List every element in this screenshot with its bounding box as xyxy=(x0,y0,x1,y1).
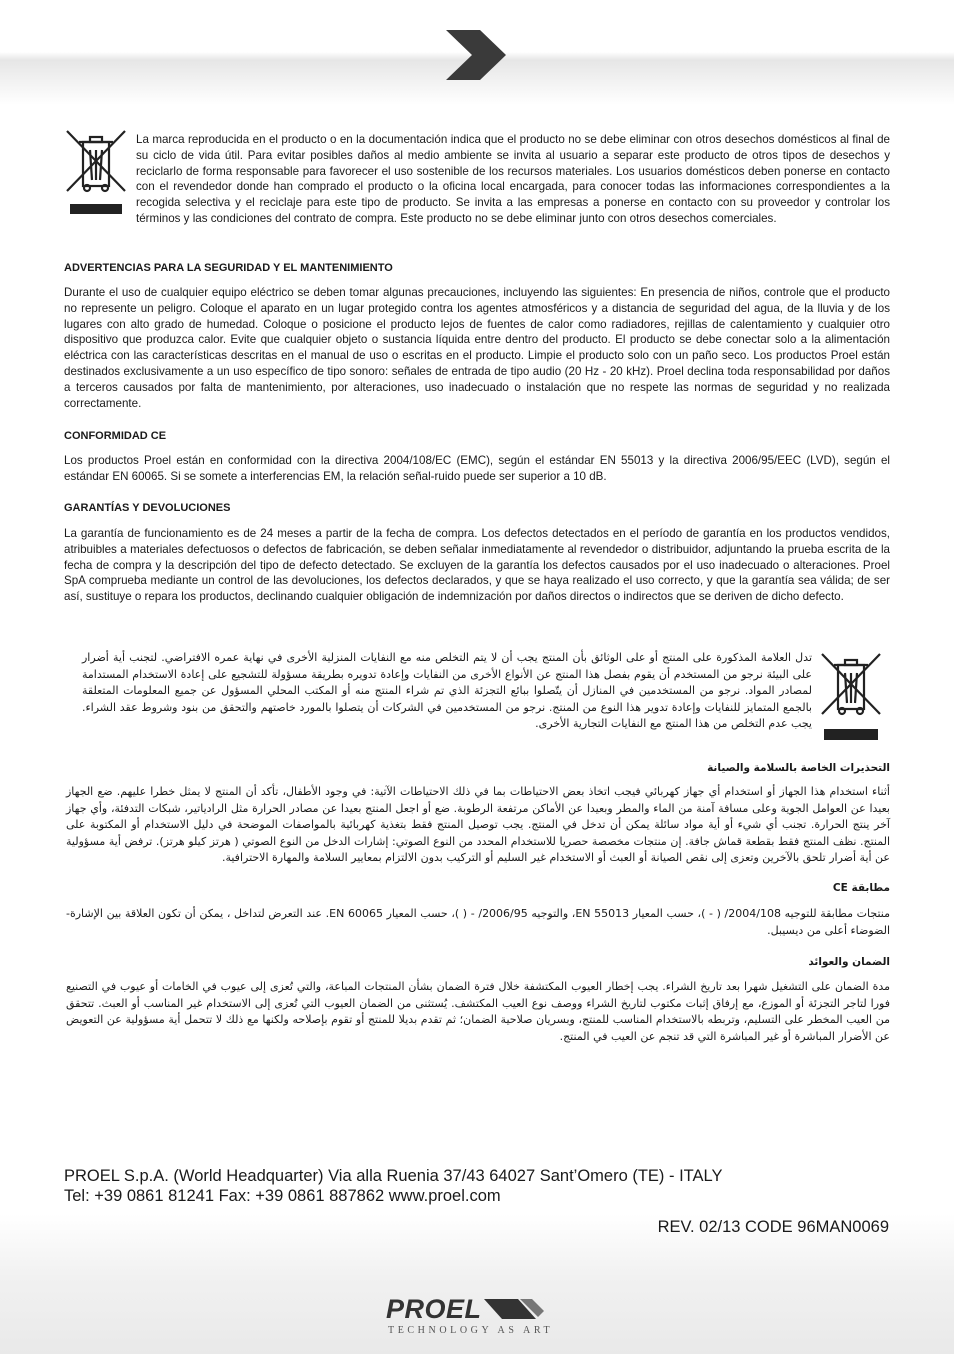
ar-warranty-heading: الضمان والعوائد xyxy=(808,956,890,968)
logo-word: PROEL xyxy=(386,1294,482,1324)
ar-ce-text: منتجات مطابقة للتوجيه 2004/108/ ( - )، حسب المعيار EN 55013، والتوجيه 2006/95/ - ( )، حسب المعيار EN 60065. عند التعرض لتداخل ، يمكن أن تكون العلاقة بين الإشارة-الضوضاء أعلى من ديسيبل. xyxy=(66,907,891,937)
ar-safety-heading: التحذيرات الخاصة بالسلامة والصيانة xyxy=(707,762,890,774)
es-weee-text: La marca reproducida en el producto o en la documentación indica que el producto no se debe eliminar con otros desechos domésticos al final de su ciclo de vida útil. Para evitar posibles daños al medio ambiente se invita al usuario a separar este producto de otros tipos de desechos y reciclarlo de forma responsable para favorecer el uso sostenible de los recursos materiales. Los usuarios domésticos deben ponerse en contacto con el revendedor donde han comprado el producto o la oficina local encargada, para conocer todas las informaciones correspondientes a la recogida selectiva y el reciclaje para este tipo de producto. Se invita a las empresas a ponerse en contacto con su proveedor y controlar los términos y las condiciones del contrato de compra. Este producto no se debe eliminar junto con otros desechos comerciales. xyxy=(136,133,890,225)
es-ce-heading: CONFORMIDAD CE xyxy=(64,430,167,442)
chevron-right-icon xyxy=(440,26,510,84)
revision-code: REV. 02/13 CODE 96MAN0069 xyxy=(657,1218,889,1236)
logo-arrow-icon xyxy=(484,1297,546,1321)
ar-weee-text: تدل العلامة المذكورة على المنتج أو على الوثائق بأن المنتج يجب أن لا يتم التخلص منه مع النفايات المنزلية الأخرى في نهاية عمره الافتراضي. لتجنب أية أضرار على البيئة نرجو من المستخدم أن يقوم بفصل هذا المنتج عن الأنواع الأخرى من النفايات وإعادة تدويره بطريقة مسؤولة للتشجيع على إعادة الاستخدام المستدامة لمصادر المواد. نرجو من المستخدمين في المنازل أن يتّصلوا ببائع التجزئة الذي تم شراء المنتج منه أو المكتب المحلي المسؤول عن جميع المعلومات المتعلقة بالجمع المتمايز للنفايات وإعادة تدوير هذا النوع من المنتج. نرجو من المستخدمين في الشركات أن يتصلوا بالمورد خاصتهم والتحقق من بنود وشروط عقد الشراء. يجب عدم التخلص من هذا المنتج مع النفايات التجارية الأخرى. xyxy=(82,651,812,730)
footer-address: PROEL S.p.A. (World Headquarter) Via alla Ruenia 37/43 64027 Sant’Omero (TE) - ITALY xyxy=(64,1167,723,1185)
es-ce-text: Los productos Proel están en conformidad con la directiva 2004/108/EC (EMC), según el estándar EN 55013 y la directiva 2006/95/EEC (LVD), según el estándar EN 60065. Si se somete a interferencias EM, la relación señal-ruido puede ser superior a 10 dB. xyxy=(64,454,890,483)
ar-safety-text: أثناء استخدام هذا الجهاز أو استخدام أي جهاز كهربائي فيجب اتخاذ بعض الاحتياطات بما في ذلك الاحتياطات الآتية: في وجود الأطفال، تأكد أن المنتج لا يمثل خطرا عليهم. ضع الجهاز بعيدا عن العوامل الجوية وعلى مسافة آمنة من الماء والمطر وبعيدا عن الأماكن مرتفعة الرطوبة. ضع أو اجعل المنتج بعيدا عن مصادر الحرارة مثل الرادياتير، شبكات التدفئة، وأي جهاز آخر ينتج الحرارة. تجنب أي شيء أو أية مواد سائلة يمكن أن تدخل في المنتج. يجب توصيل المنتج فقط بتغذية كهربائية بالمواصفات الموضحة في دليل الاستخدام أو المكتوبة على المنتج. نظف المنتج فقط بقطعة قماش جافة. إن منتجات مخصصة حصريا للاستخدام المحدد من النوع الصوتي: إشارات الدخل من النوع الصوتي ( هرتز كيلو هرتز). ترفض أية مسؤولية عن أية أضرار تلحق بالآخرين وتعزى إلى نقص الصيانة أو العبث أو الاستخدام غير السليم أو التركيب بدون الالتزام بمعايير السلامة والمهارة الاحترافية. xyxy=(66,785,890,864)
es-warranty-heading: GARANTÍAS Y DEVOLUCIONES xyxy=(64,502,231,514)
crossed-out-bin-icon xyxy=(64,128,128,218)
logo-tagline: TECHNOLOGY AS ART xyxy=(388,1325,554,1336)
es-safety-text: Durante el uso de cualquier equipo eléctrico se deben tomar algunas precauciones, incluyendo las siguientes: En presencia de niños, controle que el producto no represente un peligro. Coloque el aparato en un lugar protegido contra los agentes atmosféricos y a distancia de seguridad del agua, de la lluvia y de los lugares con alto grado de humedad. Coloque o posicione el producto lejos de fuentes de calor como radiadores, rejillas de calentamiento y cualquier otro dispositivo que produzca calor. Evite que cualquier objeto o sustancia líquida entre dentro del producto. El producto se debe conectar solo a la alimentación eléctrica con las características descritas en el manual de uso o escritas en el producto. Limpie el producto solo con un paño seco. Los productos Proel están destinados exclusivamente a un uso específico de tipo sonoro: señales de entrada de tipo audio (20 Hz - 20 kHz). Proel declina toda responsabilidad por daños a terceros causados por falta de mantenimiento, por alteraciones, uso inadecuado o instalación que no respete las normas de seguridad y no realizada correctamente. xyxy=(64,286,890,410)
proel-logo xyxy=(386,1294,572,1336)
es-warranty-text: La garantía de funcionamiento es de 24 meses a partir de la fecha de compra. Los defectos detectados en el período de garantía en los productos vendidos, atribuibles a materiales defectuosos o defectos de fabricación, se deben señalar inmediatamente al revendedor o distribuidor, adjuntando la prueba escrita de la fecha de compra y la descripción del tipo de defecto detectado. Se excluyen de la garantía los defectos causados por el uso inadecuado o alteraciones. Proel SpA comprueba mediante un control de las devoluciones, los defectos declarados, y que se haya realizado el uso correcto, y que la garantía sea válida; de ser así, sustituye o repara los productos, declinando cualquier obligación de indemnización por daños directos o indirectos que se deriven de dicho defecto. xyxy=(64,527,890,604)
crossed-out-bin-icon xyxy=(819,651,883,743)
ar-warranty-text: مدة الضمان على التشغيل شهرا بعد تاريخ الشراء. يجب إخطار العيوب المكتشفة خلال فترة الضمان بشأن المنتجات المباعة، والتي تُعزى إلى عيوب في الخامات أو عيوب في التصنيع فورا لتاجر التجزئة أو الموزع، مع إرفاق إثبات مكتوب لتاريخ الشراء ووصف نوع العيب المكتشف. يُستثنى من الضمان العيوب التي تُعزى إلى الاستخدام غير المناسب أو العبث. تتحقق من العيب المخطر على التسليم، وتربطه بالاستخدام المناسب للمنتج، وبسريان صلاحية الضمان؛ ثم تقدم بديلا للمنتج أو تقوم بإصلاحه ولكنها مع ذلك لا تتحمل أية مسؤولية عن التعويض عن الأضرار المباشرة أو غير المباشرة التي قد تنجم عن العيب في المنتج. xyxy=(66,980,890,1043)
es-safety-heading: ADVERTENCIAS PARA LA SEGURIDAD Y EL MANTENIMIENTO xyxy=(64,262,393,274)
footer-contact: Tel: +39 0861 81241 Fax: +39 0861 887862 www.proel.com xyxy=(64,1187,501,1205)
ar-ce-heading: مطابقة CE xyxy=(832,882,890,894)
